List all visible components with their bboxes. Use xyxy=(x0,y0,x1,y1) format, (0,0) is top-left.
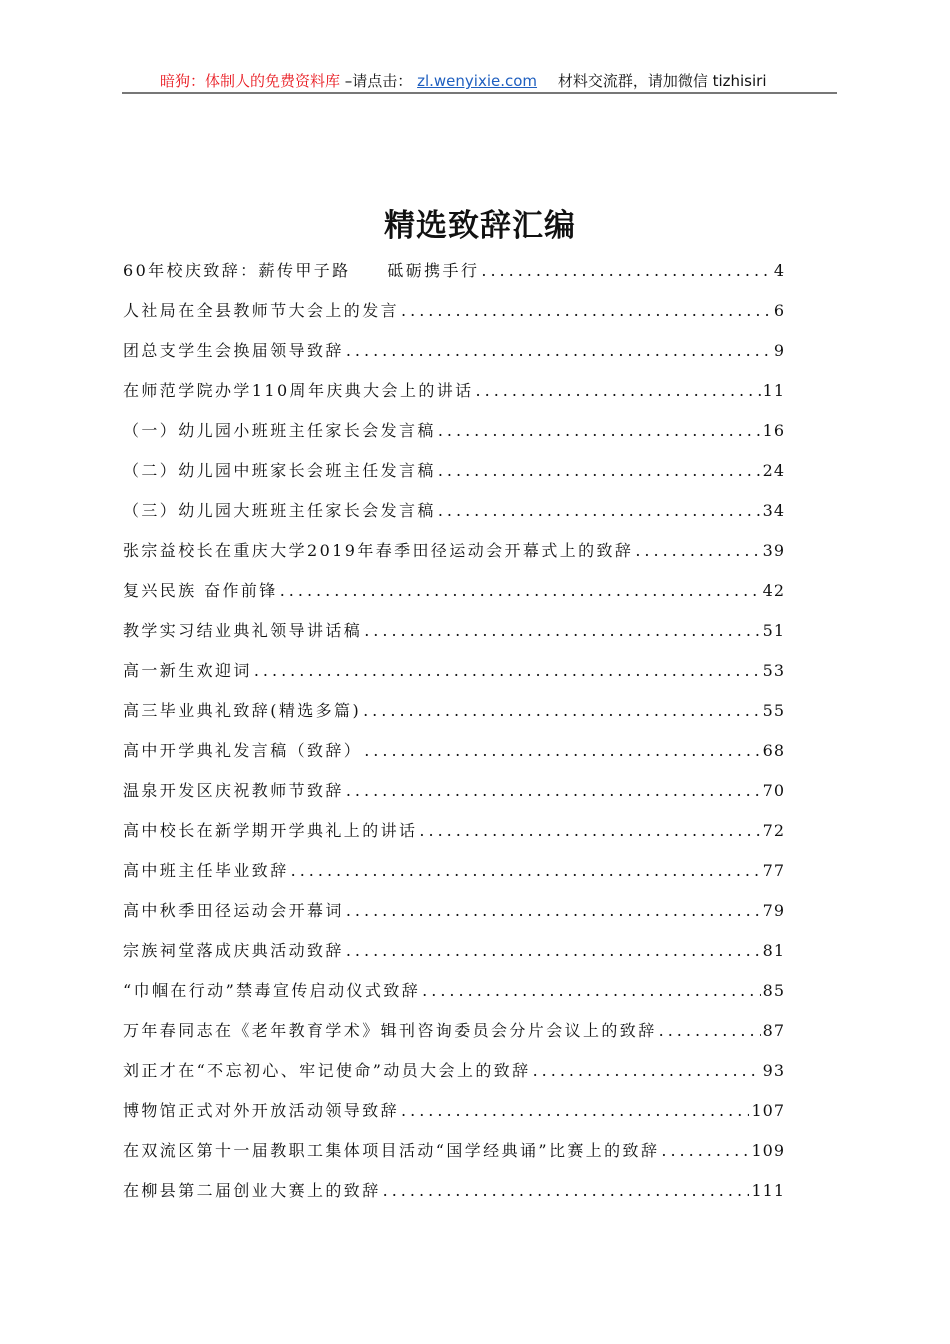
toc-entry-page: 70 xyxy=(762,781,785,800)
dot-leader xyxy=(438,461,761,480)
header-link[interactable]: zl.wenyixie.com xyxy=(417,72,538,90)
toc-entry[interactable] xyxy=(123,498,785,538)
toc-entry-title: 万年春同志在《老年教育学术》辑刊咨询委员会分片会议上的致辞 xyxy=(123,1021,657,1040)
toc-entry[interactable] xyxy=(123,378,785,418)
header-prompt: –请点击： xyxy=(344,72,413,90)
dot-leader xyxy=(364,621,760,640)
dot-leader xyxy=(422,981,760,1000)
toc-entry-page: 87 xyxy=(762,1021,785,1040)
toc-entry-title: 高三毕业典礼致辞(精选多篇) xyxy=(123,701,362,720)
dot-leader xyxy=(364,741,760,760)
dot-leader xyxy=(401,1101,749,1120)
toc-entry-title: 团总支学生会换届领导致辞 xyxy=(123,341,344,360)
dot-leader xyxy=(481,261,771,280)
toc-entry-page: 79 xyxy=(762,901,785,920)
toc-entry[interactable] xyxy=(123,778,785,818)
dot-leader xyxy=(346,941,761,960)
dot-leader xyxy=(346,901,761,920)
toc-entry-page: 11 xyxy=(762,381,785,400)
toc-entry-title: 博物馆正式对外开放活动领导致辞 xyxy=(123,1101,400,1120)
toc-entry-page: 107 xyxy=(751,1101,785,1120)
toc-entry[interactable] xyxy=(123,658,785,698)
dot-leader xyxy=(346,341,772,360)
toc-entry-title: 60年校庆致辞：薪传甲子路 砥砺携手行 xyxy=(123,261,480,280)
toc-entry-page: 34 xyxy=(762,501,785,520)
toc-entry-title: 人社局在全县教师节大会上的发言 xyxy=(123,301,400,320)
toc-entry-title: 张宗益校长在重庆大学2019年春季田径运动会开幕式上的致辞 xyxy=(123,541,634,560)
toc-entry-title: （一）幼儿园小班班主任家长会发言稿 xyxy=(123,421,436,440)
toc-entry-page: 77 xyxy=(762,861,785,880)
toc-entry-page: 109 xyxy=(751,1141,785,1160)
toc-entry[interactable] xyxy=(123,418,785,458)
toc-entry[interactable] xyxy=(123,1178,785,1218)
toc-entry[interactable] xyxy=(123,1058,785,1098)
toc-entry[interactable] xyxy=(123,458,785,498)
toc-entry-title: 高中班主任毕业致辞 xyxy=(123,861,289,880)
dot-leader xyxy=(254,661,761,680)
toc-entry[interactable] xyxy=(123,1018,785,1058)
toc-entry[interactable] xyxy=(123,938,785,978)
toc-entry-page: 16 xyxy=(762,421,785,440)
dot-leader xyxy=(438,421,761,440)
toc-entry-title: 在柳县第二届创业大赛上的致辞 xyxy=(123,1181,381,1200)
dot-leader xyxy=(346,781,761,800)
dot-leader xyxy=(363,701,761,720)
toc-entry-title: 宗族祠堂落成庆典活动致辞 xyxy=(123,941,344,960)
header-contact: 材料交流群，请加微信 tizhisiri xyxy=(557,72,767,90)
toc-entry-title: 在师范学院办学110周年庆典大会上的讲话 xyxy=(123,381,474,400)
toc-entry[interactable] xyxy=(123,898,785,938)
toc-entry-page: 39 xyxy=(762,541,785,560)
toc-entry-title: 高一新生欢迎词 xyxy=(123,661,252,680)
toc-entry-title: 高中秋季田径运动会开幕词 xyxy=(123,901,344,920)
toc-entry-page: 24 xyxy=(762,461,785,480)
dot-leader xyxy=(476,381,761,400)
toc-entry-page: 111 xyxy=(751,1181,785,1200)
toc-entry[interactable] xyxy=(123,1098,785,1138)
toc-entry[interactable] xyxy=(123,258,785,298)
dot-leader xyxy=(661,1141,749,1160)
toc-entry[interactable] xyxy=(123,738,785,778)
table-of-contents xyxy=(123,258,785,1218)
dot-leader xyxy=(438,501,761,520)
toc-entry-title: （二）幼儿园中班家长会班主任发言稿 xyxy=(123,461,436,480)
toc-entry-page: 4 xyxy=(773,261,785,280)
toc-entry[interactable] xyxy=(123,338,785,378)
toc-entry-title: 在双流区第十一届教职工集体项目活动“国学经典诵”比赛上的致辞 xyxy=(123,1141,660,1160)
toc-entry-title: 温泉开发区庆祝教师节致辞 xyxy=(123,781,344,800)
toc-entry[interactable] xyxy=(123,298,785,338)
toc-entry[interactable] xyxy=(123,858,785,898)
toc-entry-title: 刘正才在“不忘初心、牢记使命”动员大会上的致辞 xyxy=(123,1061,531,1080)
toc-entry[interactable] xyxy=(123,698,785,738)
toc-entry-title: “巾帼在行动”禁毒宣传启动仪式致辞 xyxy=(123,981,421,1000)
toc-entry[interactable] xyxy=(123,538,785,578)
toc-entry-title: 教学实习结业典礼领导讲话稿 xyxy=(123,621,363,640)
toc-entry-page: 53 xyxy=(762,661,785,680)
toc-entry-page: 55 xyxy=(762,701,785,720)
header-site-name: 暗狗：体制人的免费资料库 xyxy=(160,72,341,90)
toc-entry-page: 81 xyxy=(762,941,785,960)
toc-entry-page: 93 xyxy=(762,1061,785,1080)
toc-entry-title: 高中校长在新学期开学典礼上的讲话 xyxy=(123,821,418,840)
toc-entry-page: 6 xyxy=(773,301,785,320)
toc-entry[interactable] xyxy=(123,818,785,858)
dot-leader xyxy=(291,861,761,880)
toc-entry-title: 复兴民族 奋作前锋 xyxy=(123,581,278,600)
dot-leader xyxy=(533,1061,761,1080)
dot-leader xyxy=(419,821,760,840)
dot-leader xyxy=(280,581,761,600)
toc-entry-page: 51 xyxy=(762,621,785,640)
dot-leader xyxy=(659,1021,761,1040)
document-title: 精选致辞汇编 xyxy=(384,208,576,244)
dot-leader xyxy=(383,1181,750,1200)
toc-entry-page: 9 xyxy=(773,341,785,360)
page-header xyxy=(122,68,837,94)
toc-entry-title: （三）幼儿园大班班主任家长会发言稿 xyxy=(123,501,436,520)
toc-entry[interactable] xyxy=(123,978,785,1018)
dot-leader xyxy=(635,541,760,560)
dot-leader xyxy=(401,301,772,320)
toc-entry-page: 68 xyxy=(762,741,785,760)
toc-entry[interactable] xyxy=(123,618,785,658)
toc-entry[interactable] xyxy=(123,1138,785,1178)
toc-entry[interactable] xyxy=(123,578,785,618)
toc-entry-title: 高中开学典礼发言稿（致辞） xyxy=(123,741,363,760)
toc-entry-page: 72 xyxy=(762,821,785,840)
toc-entry-page: 42 xyxy=(762,581,785,600)
toc-entry-page: 85 xyxy=(762,981,785,1000)
